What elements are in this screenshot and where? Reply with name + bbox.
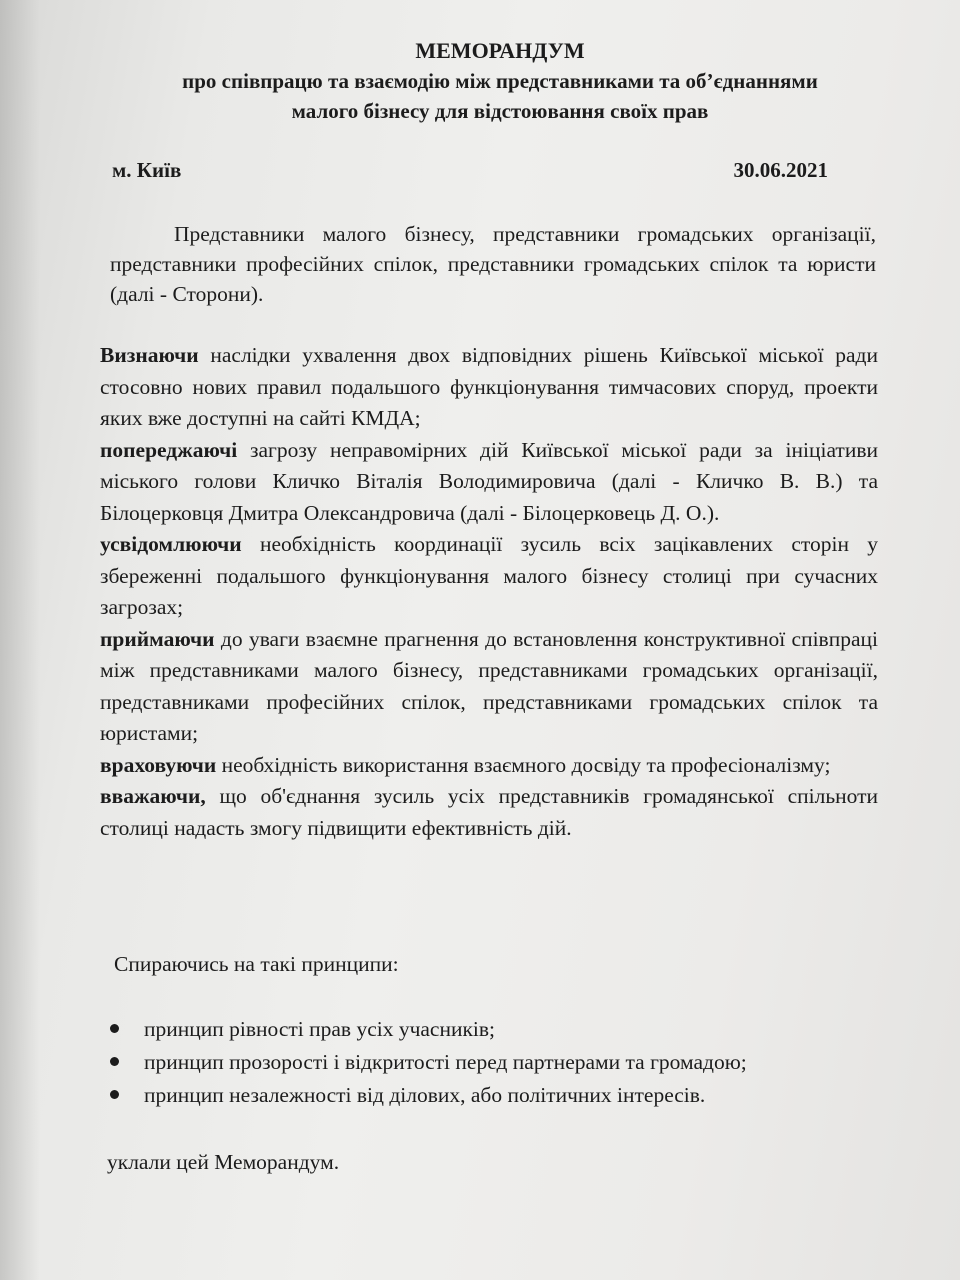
document-date: 30.06.2021 xyxy=(733,158,828,182)
clause-keyword: вважаючи, xyxy=(100,784,206,808)
place-and-date xyxy=(112,155,828,185)
document-place: м. Київ xyxy=(112,158,182,182)
clause-text: наслідки ухвалення двох відповідних рішень Київської міської ради стосовно нових правил подальшого функціонування тимчасових споруд, проекти яких вже доступні на сайті КМДА; xyxy=(100,343,878,430)
clause-keyword: усвідомлюючи xyxy=(100,532,242,556)
principle-text: принцип прозорості і відкритості перед партнерами та громадою; xyxy=(144,1050,747,1074)
clause-believing xyxy=(100,781,878,844)
clause-keyword: приймаючи xyxy=(100,626,215,651)
document-subtitle-line-1: про співпрацю та взаємодію між представниками та об’єднаннями xyxy=(182,69,818,93)
clause-considering xyxy=(100,750,878,782)
document-subtitle-line-2: малого бізнесу для відстоювання своїх прав xyxy=(291,99,709,123)
clause-keyword: Визнаючи xyxy=(100,343,199,367)
bullet-icon xyxy=(110,1024,119,1033)
clause-text: необхідність використання взаємного досвіду та професіоналізму; xyxy=(216,752,831,777)
list-item xyxy=(108,1013,747,1046)
bullet-icon xyxy=(110,1057,119,1066)
clause-realizing xyxy=(100,529,878,624)
clause-recognizing xyxy=(100,340,878,435)
clause-keyword: попереджаючі xyxy=(100,437,238,462)
document-header xyxy=(100,36,900,126)
clause-text: необхідність координації зусиль всіх зацікавлених сторін у збереженні подальшого функціонування малого бізнесу столиці при сучасних загрозах; xyxy=(100,532,878,619)
intro-paragraph: Представники малого бізнесу, представники громадських організації, представники професійних спілок, представники громадських спілок та юристи (далі - Сторони). xyxy=(110,222,876,306)
page-edge-shadow xyxy=(0,0,40,1280)
clause-accepting xyxy=(100,624,878,750)
principle-text: принцип рівності прав усіх учасників; xyxy=(144,1017,496,1041)
clause-text: до уваги взаємне прагнення до встановлення конструктивної співпраці між представниками малого бізнесу, представниками громадських організації, представниками професійних спілок, представниками громадських спілок та юристами; xyxy=(100,626,878,745)
clause-text: що об'єднання зусиль усіх представників громадянської спільноти столиці надасть змогу підвищити ефективність дій. xyxy=(100,784,878,840)
list-item xyxy=(108,1079,747,1112)
list-item xyxy=(108,1046,747,1079)
principle-text: принцип незалежності від ділових, або політичних інтересів. xyxy=(144,1083,706,1107)
clause-text: загрозу неправомірних дій Київської міської ради за ініціативи міського голови Кличко Віталія Володимировича (далі - Кличко В. В.) та Білоцерковця Дмитра Олександровича (далі - Білоцерковець Д. О.). xyxy=(100,437,878,525)
principles-intro: Спираючись на такі принципи: xyxy=(114,952,399,976)
principles-list xyxy=(108,1013,747,1112)
clause-warning xyxy=(100,435,878,530)
closing-statement: уклали цей Меморандум. xyxy=(107,1150,340,1174)
document-title: МЕМОРАНДУМ xyxy=(415,38,585,63)
preamble-clauses xyxy=(100,340,878,844)
clause-keyword: враховуючи xyxy=(100,752,217,777)
bullet-icon xyxy=(110,1090,119,1099)
